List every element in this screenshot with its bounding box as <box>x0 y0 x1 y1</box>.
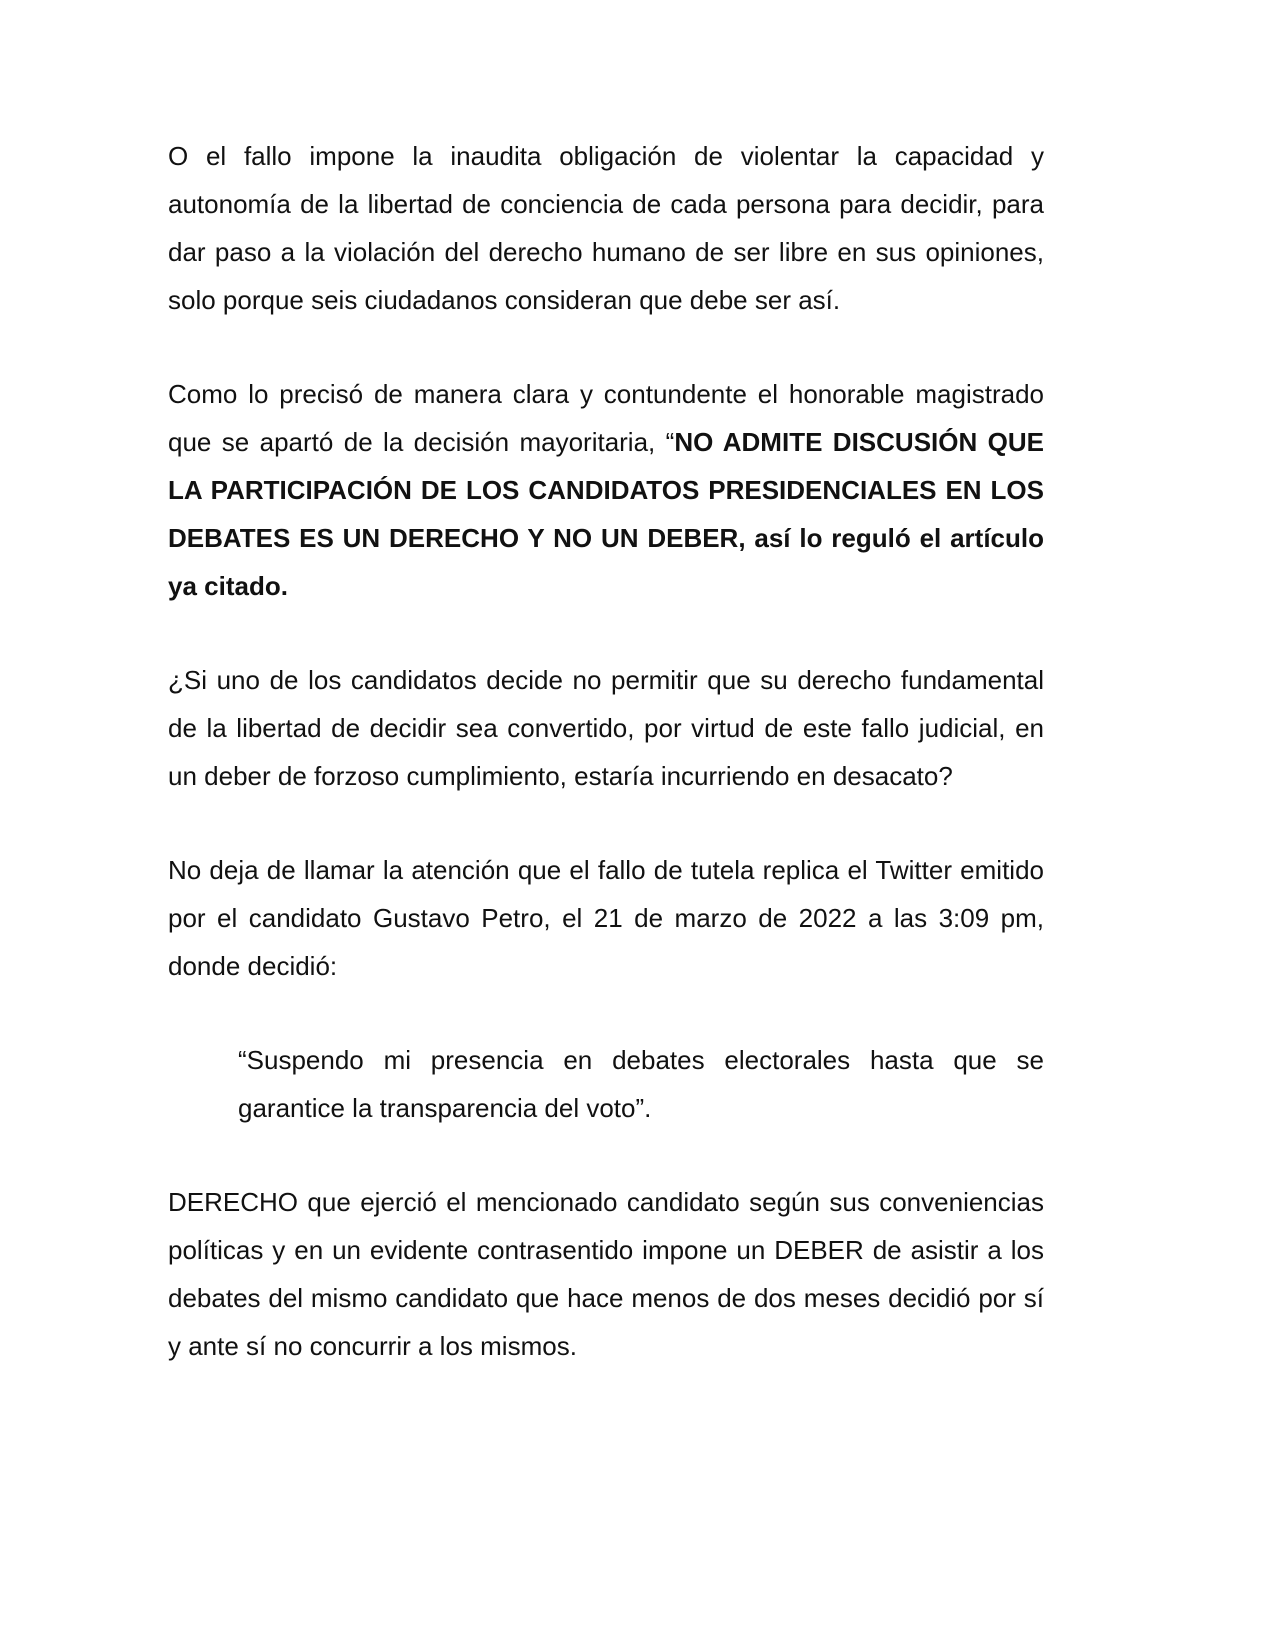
block-quote: “Suspendo mi presencia en debates electorales hasta que se garantice la transparencia del voto”. <box>238 1045 1044 1123</box>
emphasis-deber: DEBER <box>774 1235 864 1265</box>
paragraph-derecho-deber <box>168 1178 1044 1370</box>
document-page <box>168 132 1044 1416</box>
emphasis-derecho: DERECHO <box>168 1187 299 1217</box>
paragraph-derecho-deber-part2: de asistir a los debates del mismo candidato que hace menos de dos meses decidió por sí y ante sí no concurrir a los mismos. <box>168 1235 1045 1361</box>
paragraph-magistrado-intro: Como lo precisó de manera clara y contundente el honorable magistrado que se apartó de la decisión mayoritaria, “ <box>168 379 1044 457</box>
paragraph-derecho-deber-part1: que ejerció el mencionado candidato según sus conveniencias políticas y en un evidente contrasentido impone un <box>168 1187 1044 1265</box>
paragraph-magistrado-bold-quote: NO ADMITE DISCUSIÓN QUE LA PARTICIPACIÓN DE LOS CANDIDATOS PRESIDENCIALES EN LOS DEBATES ES UN DERECHO Y NO UN DEBER, así lo reguló el artículo ya citado. <box>168 427 1044 601</box>
paragraph-fallo: O el fallo impone la inaudita obligación de violentar la capacidad y autonomía de la libertad de conciencia de cada persona para decidir, para dar paso a la violación del derecho humano de ser libre en sus opiniones, solo porque seis ciudadanos consideran que debe ser así. <box>168 141 1044 315</box>
paragraph-magistrado <box>168 370 1044 610</box>
paragraph-pregunta: ¿Si uno de los candidatos decide no permitir que su derecho fundamental de la libertad de decidir sea convertido, por virtud de este fallo judicial, en un deber de forzoso cumplimiento, estaría incurriendo en desacato? <box>168 665 1044 791</box>
paragraph-twitter: No deja de llamar la atención que el fallo de tutela replica el Twitter emitido por el candidato Gustavo Petro, el 21 de marzo de 2022 a las 3:09 pm, donde decidió: <box>168 855 1044 981</box>
